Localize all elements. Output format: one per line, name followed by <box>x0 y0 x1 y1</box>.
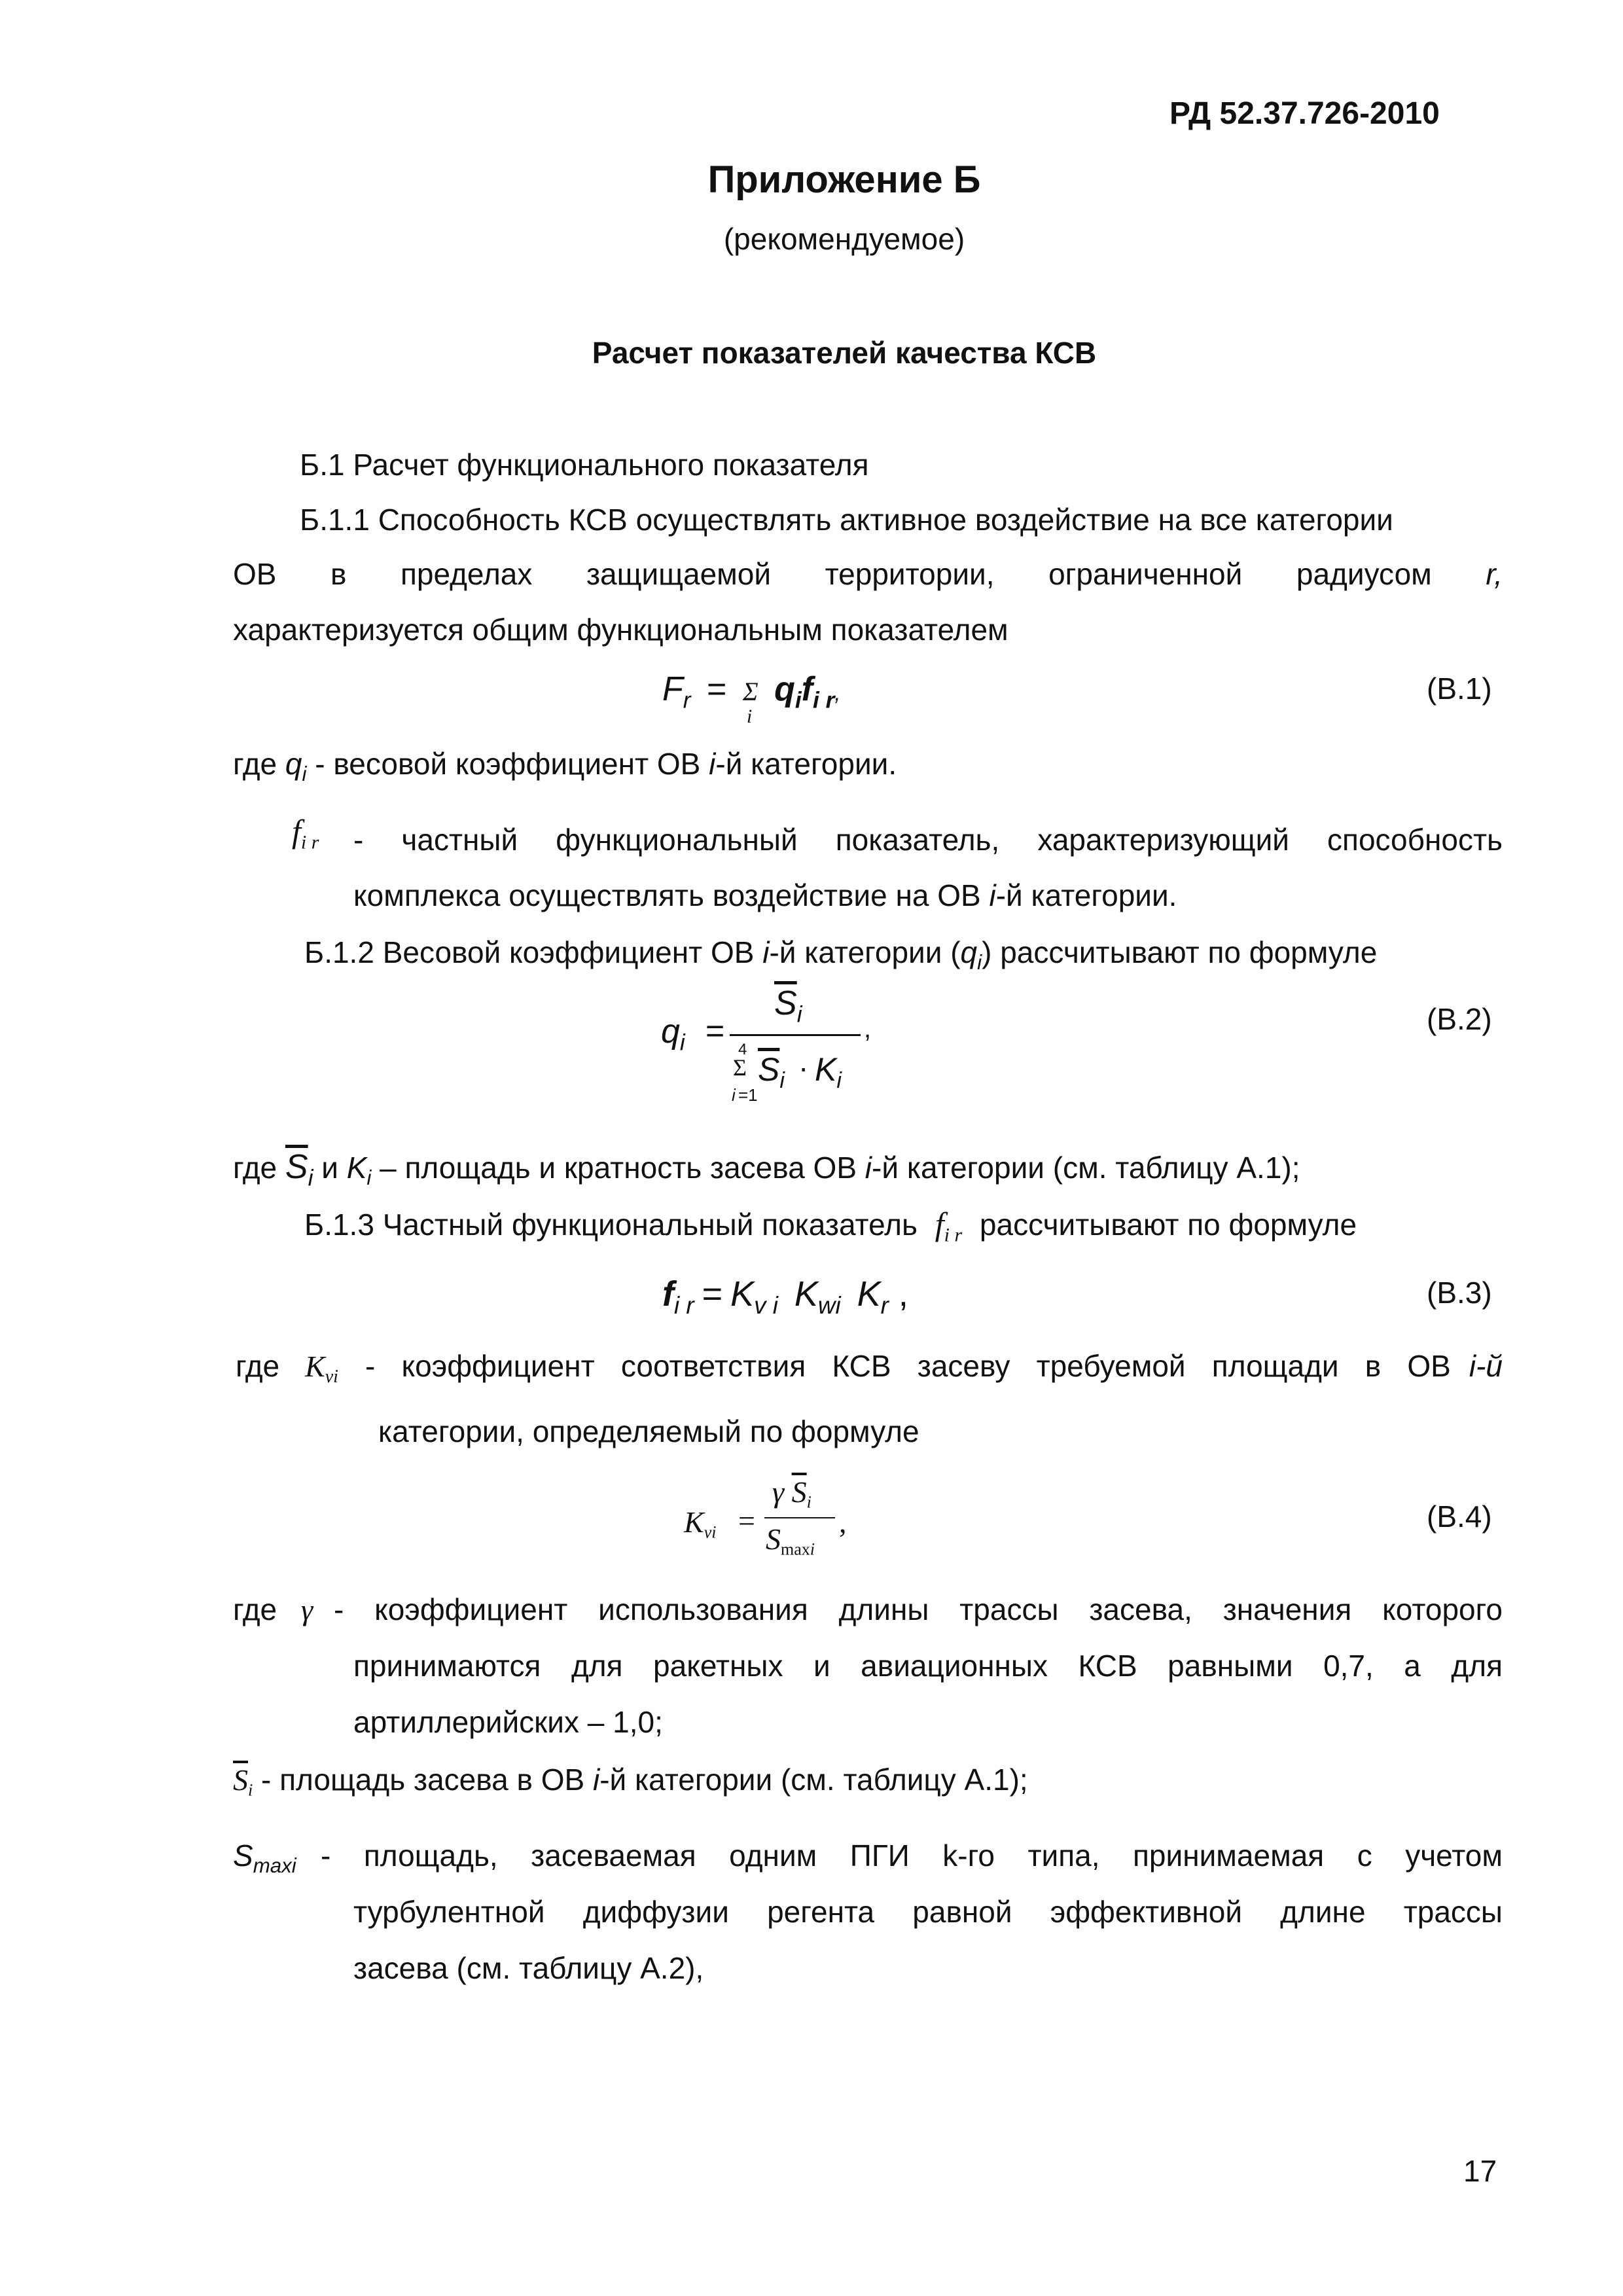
smax-symbol: $S_{maxi}$ <box>233 1839 296 1877</box>
s-k-definition: где $\overline{S}_i$ и $K_i$ – площадь и кратность засева ОВ i-й категории (см. таблицу А.1); <box>233 1148 1300 1191</box>
word: в <box>330 557 347 591</box>
word: пределах <box>401 557 533 591</box>
appendix-subtitle: (рекомендуемое) <box>723 222 965 256</box>
section-b13: Б.1.3 Частный функциональный показатель $f_{i r}$ рассчитывают по формуле <box>304 1206 1357 1246</box>
equation-b1-number: (В.1) <box>1427 672 1492 706</box>
section-heading: Расчет показателей качества КСВ <box>592 336 1097 370</box>
word: радиусом <box>1296 557 1432 591</box>
section-b11-line3: характеризуется общим функциональным показателем <box>233 613 1008 647</box>
smax-definition-line3: засева (см. таблицу А.2), <box>353 1951 704 1985</box>
equation-b4-number: (В.4) <box>1427 1499 1492 1534</box>
equation-b3-number: (В.3) <box>1427 1276 1492 1310</box>
fir-definition-line1: - частный функциональный показатель, характеризующий способность <box>353 823 1503 857</box>
word: r, <box>1486 557 1503 591</box>
si-definition: $\overline{S}_i$ - площадь засева в ОВ i-й категории (см. таблицу А.1); <box>233 1763 1028 1800</box>
smax-definition-line1: - площадь, засеваемая одним ПГИ k-го типа, принимаемая с учетом <box>321 1839 1503 1873</box>
appendix-title: Приложение Б <box>707 158 981 201</box>
word: территории, <box>825 557 995 591</box>
section-b1-title: Б.1 Расчет функционального показателя <box>300 448 869 482</box>
fir-definition-line2: комплекса осуществлять воздействие на ОВ i-й категории. <box>353 878 1177 912</box>
kv-definition-where: где <box>236 1349 280 1383</box>
document-page: РД 52.37.726-2010 Приложение Б (рекомендуемое) Расчет показателей качества КСВ Б.1 Расчет функционального показателя Б.1.1 Способность КСВ осуществлять активное воздействие на все категории ОВ в пределах защищаемой территории, ограниченной радиусом r, характеризуется общим функциональным показателем $F_r = \Sigma$ i $q_if_{i r}$, (В.1) где $q_i$ - весовой коэффициент ОВ i-й категории. $f_{i r}$ - частный функциональный показатель, характеризующий способность комплекса осуществлять воздействие на ОВ i-й категории. Б.1.2 Весовой коэффициент ОВ i-й категории $(q_i)$ рассчитывают по формуле $q_i$ = $\overline{S}_i$ , 4 Σ i =1 $\overline{S}_i$ · $K_i$ (В.2) где $\overline{S}_i$ и $K_i$ – площадь и кратность засева ОВ i-й категории (см. таблицу А.1); Б.1.3 Частный функциональный показатель $f_{i r}$ рассчитывают по формуле $f_{i r} = K_{v i}$ $K_{wi}$ $K_r$ , (В.3) где $K_{vi}$ - коэффициент соответствия КСВ засеву требуемой площади в ОВ i-й категории, определяемый по формуле $K_{vi}$ = γ $\overline{S}_i$ $S_{maxi}$ , (В.4) где γ - коэффициент использования длины трассы засева, значения которого принимаются для ракетных и авиационных КСВ равными 0,7, а для артиллерийских – 1,0; $\overline{S}_i$ - площадь засева в ОВ i-й категории (см. таблицу А.1); $S_{maxi}$ - площадь, засеваемая одним ПГИ k-го типа, принимаемая с учетом турбулентной диффузии регента равной эффективной длине трассы засева (см. таблицу А.2), 17 <box>0 0 1623 2296</box>
gamma-where: где <box>233 1592 277 1626</box>
word: защищаемой <box>586 557 772 591</box>
document-code: РД 52.37.726-2010 <box>1169 96 1440 131</box>
equation-b3: $f_{i r} = K_{v i}$ $K_{wi}$ $K_r$ , <box>662 1274 908 1319</box>
word: ОВ <box>233 557 277 591</box>
equation-b2-number: (В.2) <box>1427 1002 1492 1036</box>
page-number: 17 <box>1463 2154 1497 2188</box>
word: ограниченной <box>1048 557 1243 591</box>
section-b11-line1: Б.1.1 Способность КСВ осуществлять активное воздействие на все категории <box>300 503 1393 537</box>
kv-symbol: $K_{vi}$ <box>305 1350 338 1387</box>
smax-definition-line2: турбулентной диффузии регента равной эффективной длине трассы <box>353 1895 1503 1929</box>
gamma-definition-line1: - коэффициент использования длины трассы засева, значения которого <box>334 1592 1503 1626</box>
gamma-definition-line2: принимаются для ракетных и авиационных КСВ равными 0,7, а для <box>353 1649 1503 1683</box>
kv-definition-line1: - коэффициент соответствия КСВ засеву требуемой площади в ОВ i-й <box>365 1349 1503 1383</box>
equation-b1: $F_r = \Sigma$ i $q_if_{i r}$, <box>662 670 841 727</box>
section-b11-line2 <box>233 556 1503 592</box>
kv-definition-line2: категории, определяемый по формуле <box>378 1414 919 1448</box>
fir-symbol: $f_{i r}$ <box>292 813 319 853</box>
section-b12: Б.1.2 Весовой коэффициент ОВ i-й категории $(q_i)$ рассчитывают по формуле <box>304 935 1378 974</box>
gamma-definition-line3: артиллерийских – 1,0; <box>353 1705 663 1739</box>
gamma-symbol: γ <box>301 1593 313 1626</box>
q-definition: где $q_i$ - весовой коэффициент ОВ i-й категории. <box>233 747 897 785</box>
